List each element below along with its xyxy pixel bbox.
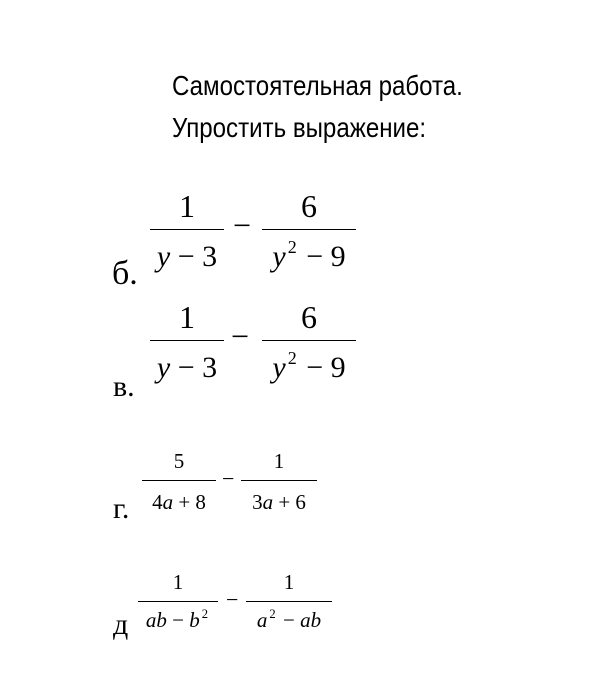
denominator: a $^2$ − ab	[256, 606, 322, 632]
numerator: 5	[173, 449, 185, 473]
minus-operator: −	[233, 207, 252, 243]
item-label: г.	[113, 492, 130, 525]
fraction-bar	[150, 340, 224, 341]
numerator: 1	[179, 299, 195, 335]
denominator: y $^2$ − 9	[272, 347, 346, 384]
numerator: 6	[301, 188, 317, 224]
denominator: y − 3	[156, 351, 218, 384]
fraction-bar	[241, 480, 317, 481]
denominator: y − 3	[156, 240, 218, 273]
task-instruction: Упростить выражение:	[172, 112, 427, 143]
minus-operator: −	[226, 587, 239, 612]
fraction-bar	[138, 601, 218, 602]
minus-operator: −	[231, 318, 250, 354]
minus-operator: −	[222, 466, 235, 491]
fraction-bar	[150, 229, 224, 230]
numerator: 1	[179, 188, 195, 224]
denominator: y $^2$ − 9	[272, 236, 346, 273]
numerator: 1	[283, 570, 295, 594]
denominator: 4a + 8	[152, 490, 206, 514]
item-label: д	[113, 608, 129, 641]
worksheet-title: Самостоятельная работа.	[172, 70, 463, 101]
item-label: в.	[113, 370, 135, 403]
numerator: 1	[273, 449, 285, 473]
denominator: 3a + 6	[252, 490, 306, 514]
fraction-bar	[142, 480, 216, 481]
item-label: б.	[112, 255, 138, 292]
fraction-bar	[262, 229, 356, 230]
fraction-bar	[262, 340, 356, 341]
numerator: 1	[172, 570, 184, 594]
numerator: 6	[301, 299, 317, 335]
fraction-bar	[246, 601, 332, 602]
denominator: ab − b $^2$	[145, 606, 209, 632]
